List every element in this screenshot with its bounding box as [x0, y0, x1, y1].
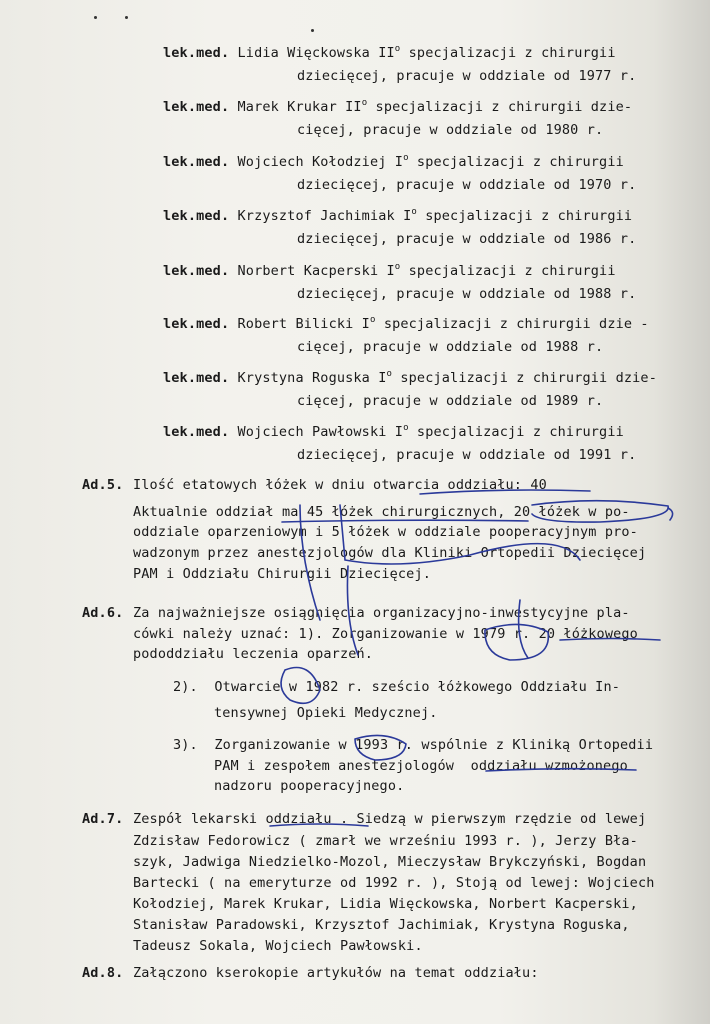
- staff-entry-line1: [163, 98, 632, 118]
- staff-spec: specjalizacji z chirurgii: [400, 263, 616, 279]
- staff-title: lek.med.: [163, 370, 230, 386]
- staff-title: lek.med.: [163, 208, 230, 224]
- degree-mark: o: [369, 315, 376, 325]
- paragraph-line: Stanisław Paradowski, Krzysztof Jachimiak, Krystyna Roguska,: [133, 917, 630, 933]
- staff-entry-line1: [163, 423, 624, 443]
- staff-name: Norbert Kacperski I: [237, 263, 395, 279]
- staff-entry-line1: [163, 153, 624, 173]
- paragraph-line: PAM i Oddziału Chirurgii Dziecięcej.: [133, 566, 431, 582]
- paragraph-line: cówki należy uznać: 1). Zorganizowanie w 1979 r. 20 łóżkowego: [133, 626, 638, 642]
- staff-entry-line1: [163, 369, 657, 389]
- paragraph-line: Ilość etatowych łóżek w dniu otwarcia oddziału: 40: [133, 477, 547, 493]
- stray-mark: [125, 16, 128, 19]
- staff-entry-line2: dziecięcej, pracuje w oddziale od 1977 r.: [297, 68, 637, 84]
- staff-title: lek.med.: [163, 263, 230, 279]
- paragraph-line: Zdzisław Fedorowicz ( zmarł we wrześniu 1993 r. ), Jerzy Bła-: [133, 833, 638, 849]
- section-label: Ad.5.: [82, 477, 124, 493]
- staff-title: lek.med.: [163, 99, 230, 115]
- paragraph-line: Zespół lekarski oddziału . Siedzą w pierwszym rzędzie od lewej: [133, 811, 647, 827]
- staff-entry-line2: cięcej, pracuje w oddziale od 1988 r.: [297, 339, 604, 355]
- paragraph-line: Aktualnie oddział ma 45 łóżek chirurgicznych, 20 łóżek w po-: [133, 504, 630, 520]
- staff-entry-line1: [163, 315, 649, 335]
- staff-name: Wojciech Pawłowski I: [237, 424, 404, 440]
- paragraph-line: 2). Otwarcie w 1982 r. sześcio łóżkowego Oddziału In-: [173, 679, 620, 695]
- staff-spec: specjalizacji z chirurgii: [416, 208, 633, 224]
- paragraph-line: PAM i zespołem anestezjologów oddziału wzmożonego: [214, 758, 628, 774]
- degree-mark: o: [394, 44, 401, 54]
- staff-entry-line2: dziecięcej, pracuje w oddziale od 1986 r.: [297, 231, 637, 247]
- staff-spec: specjalizacji z chirurgii: [408, 424, 624, 440]
- degree-mark: o: [411, 207, 417, 217]
- staff-entry-line2: dziecięcej, pracuje w oddziale od 1991 r.: [297, 447, 637, 463]
- staff-entry-line1: [163, 262, 616, 282]
- degree-mark: o: [394, 262, 401, 272]
- degree-mark: o: [386, 369, 393, 379]
- staff-name: Krzysztof Jachimiak I: [237, 208, 412, 224]
- staff-name: Robert Bilicki I: [237, 316, 370, 332]
- stray-mark: [94, 16, 97, 19]
- degree-mark: o: [403, 423, 409, 433]
- staff-entry-line2: dziecięcej, pracuje w oddziale od 1988 r.: [297, 286, 637, 302]
- staff-entry-line1: [163, 207, 632, 227]
- degree-mark: o: [403, 153, 409, 163]
- staff-spec: specjalizacji z chirurgii: [408, 154, 624, 170]
- stray-mark: [311, 29, 314, 32]
- staff-entry-line2: dziecięcej, pracuje w oddziale od 1970 r.: [297, 177, 637, 193]
- section-label: Ad.8.: [82, 965, 124, 981]
- staff-title: lek.med.: [163, 45, 230, 61]
- section-label: Ad.6.: [82, 605, 124, 621]
- staff-spec: specjalizacji z chirurgii: [400, 45, 616, 61]
- staff-title: lek.med.: [163, 154, 230, 170]
- paragraph-line: Tadeusz Sokala, Wojciech Pawłowski.: [133, 938, 423, 954]
- staff-name: Lidia Więckowska II: [237, 45, 395, 61]
- paragraph-line: wadzonym przez anestezjologów dla Kliniki Ortopedii Dziecięcej: [133, 545, 647, 561]
- staff-name: Marek Krukar II: [237, 99, 362, 115]
- section-label: Ad.7.: [82, 811, 124, 827]
- paragraph-line: tensywnej Opieki Medycznej.: [214, 705, 438, 721]
- paragraph-line: Kołodziej, Marek Krukar, Lidia Więckowska, Norbert Kacperski,: [133, 896, 638, 912]
- paragraph-line: nadzoru pooperacyjnego.: [214, 778, 405, 794]
- paragraph-line: pododdziału leczenia oparzeń.: [133, 646, 374, 662]
- paragraph-line: oddziale oparzeniowym i 5 łóżek w oddziale pooperacyjnym pro-: [133, 524, 638, 540]
- paragraph-line: Za najważniejsze osiągnięcia organizacyjno-inwestycyjne pla-: [133, 605, 630, 621]
- staff-spec: specjalizacji z chirurgii dzie -: [375, 316, 649, 332]
- staff-title: lek.med.: [163, 424, 230, 440]
- paragraph-line: 3). Zorganizowanie w 1993 r. wspólnie z Kliniką Ortopedii: [173, 737, 654, 753]
- paragraph-line: Bartecki ( na emeryturze od 1992 r. ), Stoją od lewej: Wojciech: [133, 875, 655, 891]
- staff-entry-line1: [163, 44, 616, 64]
- staff-spec: specjalizacji z chirurgii dzie-: [367, 99, 633, 115]
- staff-name: Krystyna Roguska I: [237, 370, 387, 386]
- bracket-mark: [668, 508, 673, 520]
- staff-entry-line2: cięcej, pracuje w oddziale od 1989 r.: [297, 393, 604, 409]
- paragraph-line: szyk, Jadwiga Niedzielko-Mozol, Mieczysław Brykczyński, Bogdan: [133, 854, 647, 870]
- staff-spec: specjalizacji z chirurgii dzie-: [392, 370, 657, 386]
- paragraph-line: Załączono kserokopie artykułów na temat oddziału:: [133, 965, 539, 981]
- staff-name: Wojciech Kołodziej I: [237, 154, 404, 170]
- staff-entry-line2: cięcej, pracuje w oddziale od 1980 r.: [297, 122, 604, 138]
- degree-mark: o: [361, 98, 368, 108]
- staff-title: lek.med.: [163, 316, 230, 332]
